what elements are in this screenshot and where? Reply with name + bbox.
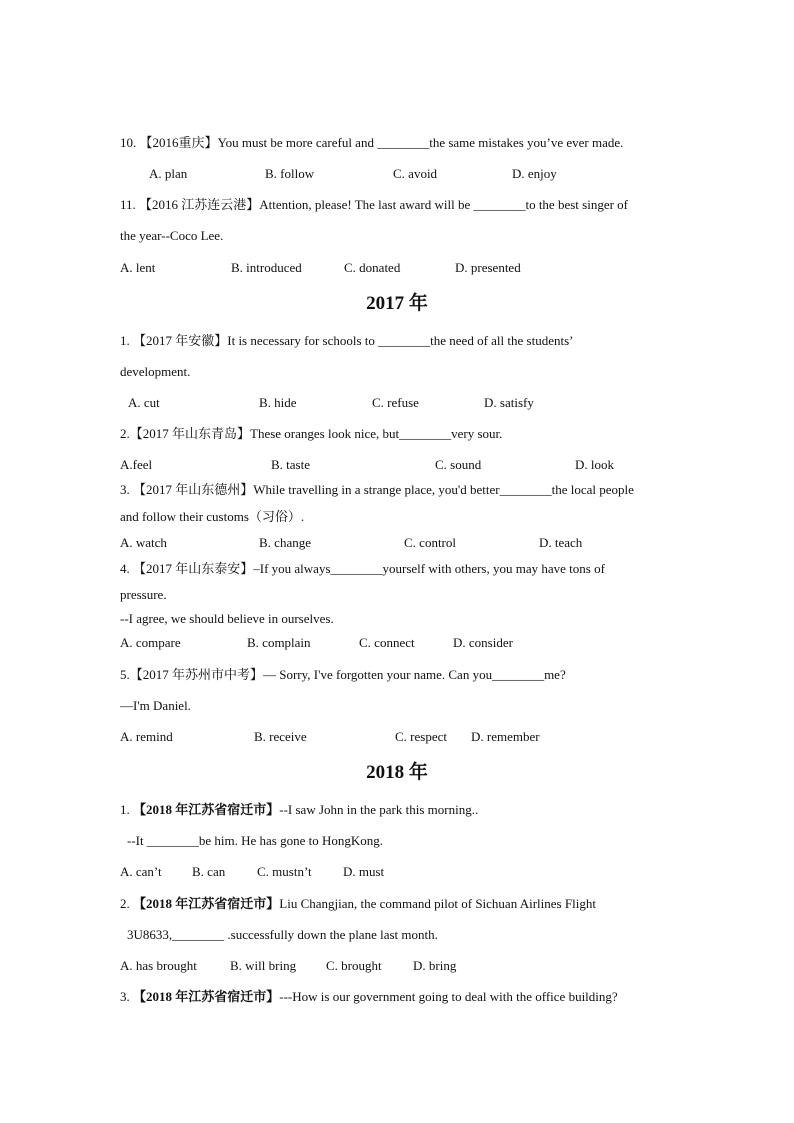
option-d: D. teach (539, 535, 583, 550)
option-b: B. hide (259, 395, 297, 410)
question-line: the year--Coco Lee. (120, 228, 224, 243)
option-a: A. remind (120, 729, 173, 744)
question-line: and follow their customs（习俗）. (120, 509, 305, 524)
section-heading-2018: 2018 年 (366, 762, 428, 783)
option-b: B. receive (254, 729, 307, 744)
option-a: A. has brought (120, 958, 197, 973)
option-d: D. must (343, 864, 385, 879)
question-number: 3. (120, 989, 130, 1004)
option-d: D. remember (471, 729, 540, 744)
option-c: C. control (404, 535, 456, 550)
option-d: D. look (575, 457, 614, 472)
question-line: 3. 【2017 年山东德州】While travelling in a strange place, you'd better________the local people (120, 482, 634, 497)
question-line: 1. 【2017 年安徽】It is necessary for schools to ________the need of all the students’ (120, 333, 574, 348)
option-d: D. presented (455, 260, 521, 275)
section-heading-2017: 2017 年 (366, 293, 428, 314)
option-a: A. plan (149, 166, 188, 181)
question-line: development. (120, 364, 191, 379)
option-b: B. change (259, 535, 311, 550)
option-c: C. respect (395, 729, 447, 744)
source-tag: 【2018 年江苏省宿迁市】 (133, 802, 280, 817)
question-line: 3U8633,________ .successfully down the plane last month. (127, 927, 438, 942)
option-c: C. sound (435, 457, 482, 472)
question-line (120, 989, 618, 1005)
option-a: A. watch (120, 535, 167, 550)
question-text: Liu Changjian, the command pilot of Sichuan Airlines Flight (279, 896, 596, 911)
question-number: 2. (120, 896, 130, 911)
option-a: A.feel (120, 457, 153, 472)
option-c: C. brought (326, 958, 382, 973)
option-b: B. complain (247, 635, 311, 650)
question-line (120, 802, 478, 818)
question-line: —I'm Daniel. (120, 698, 191, 713)
question-line: --I agree, we should believe in ourselves. (120, 611, 334, 626)
option-c: C. connect (359, 635, 415, 650)
option-a: A. can’t (120, 864, 162, 879)
question-line (120, 896, 596, 912)
question-line: pressure. (120, 587, 167, 602)
option-b: B. follow (265, 166, 315, 181)
question-number: 1. (120, 802, 130, 817)
question-text: ---How is our government going to deal with the office building? (279, 989, 618, 1004)
option-c: C. donated (344, 260, 401, 275)
option-a: A. lent (120, 260, 156, 275)
question-line: --It ________be him. He has gone to HongKong. (127, 833, 383, 848)
option-b: B. will bring (230, 958, 297, 973)
option-b: B. introduced (231, 260, 302, 275)
question-line: 10. 【2016重庆】You must be more careful and ________the same mistakes you’ve ever made. (120, 135, 624, 150)
option-d: D. satisfy (484, 395, 534, 410)
option-c: C. mustn’t (257, 864, 312, 879)
option-b: B. taste (271, 457, 310, 472)
option-d: D. bring (413, 958, 457, 973)
option-d: D. enjoy (512, 166, 557, 181)
question-line: 2.【2017 年山东青岛】These oranges look nice, but________very sour. (120, 426, 503, 441)
option-c: C. avoid (393, 166, 438, 181)
source-tag: 【2018 年江苏省宿迁市】 (133, 896, 280, 911)
option-b: B. can (192, 864, 226, 879)
option-d: D. consider (453, 635, 513, 650)
question-line: 4. 【2017 年山东泰安】–If you always________yourself with others, you may have tons of (120, 561, 605, 576)
question-line: 5.【2017 年苏州市中考】— Sorry, I've forgotten your name. Can you________me? (120, 667, 566, 682)
source-tag: 【2018 年江苏省宿迁市】 (133, 989, 280, 1004)
option-a: A. compare (120, 635, 181, 650)
question-line: 11. 【2016 江苏连云港】Attention, please! The last award will be ________to the best singer of (120, 197, 628, 212)
question-text: --I saw John in the park this morning.. (279, 802, 479, 817)
option-c: C. refuse (372, 395, 419, 410)
option-a: A. cut (128, 395, 160, 410)
